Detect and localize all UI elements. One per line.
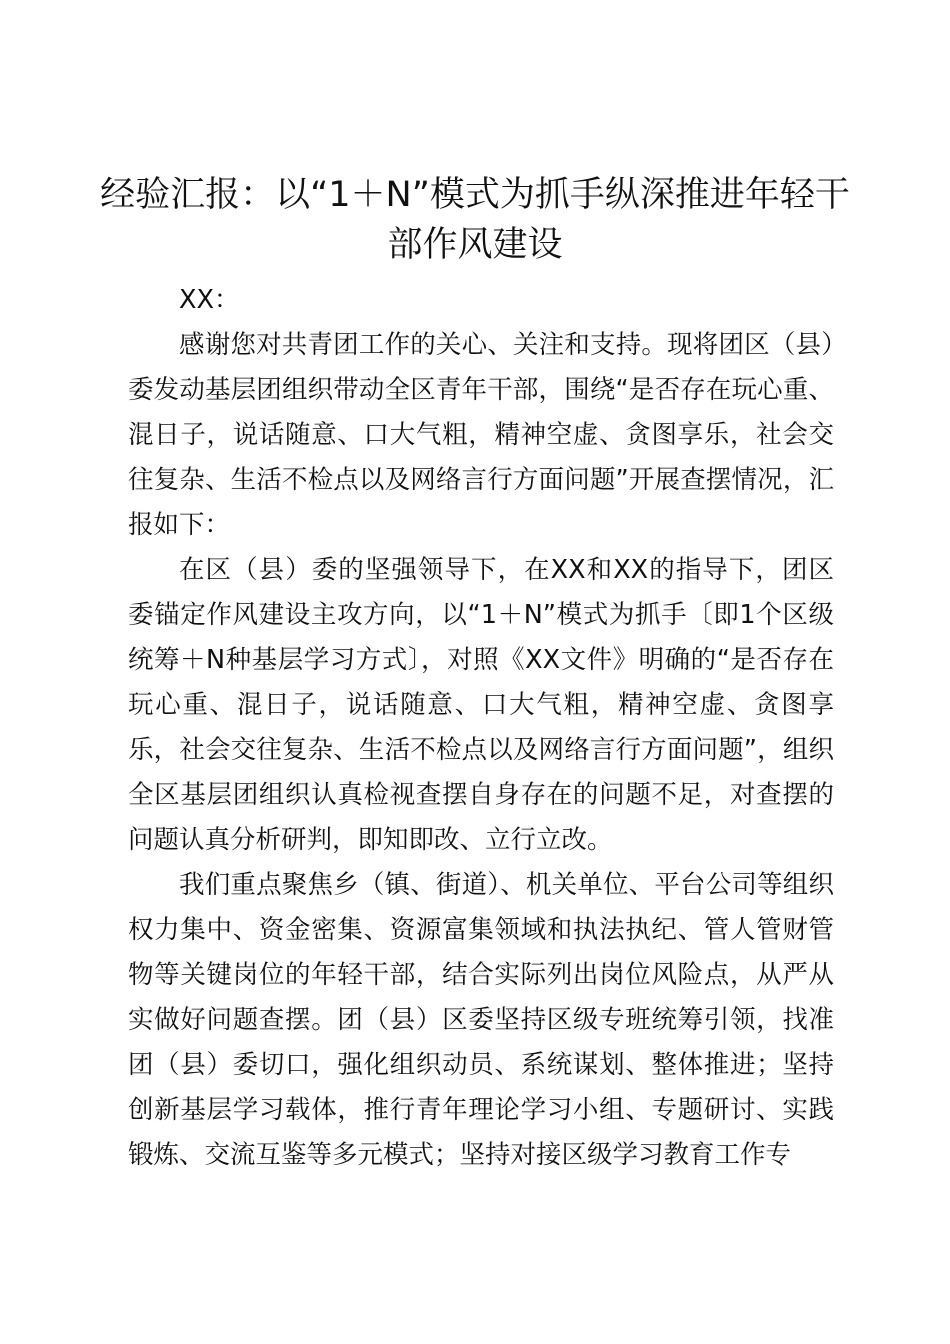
paragraph-intro: 感谢您对共青团工作的关心、关注和支持。现将团区（县）委发动基层团组织带动全区青年干部，围绕“是否存在玩心重、混日子，说话随意、口大气粗，精神空虚、贪图享乐，社会交往复杂、生活不检点以及网络言行方面问题”开展查摆情况，汇报如下： — [128, 330, 834, 540]
paragraph-focus: 我们重点聚焦乡（镇、街道）、机关单位、平台公司等组织权力集中、资金密集、资源富集领域和执法执纪、管人管财管物等关键岗位的年轻干部，结合实际列出岗位风险点，从严从实做好问题查摆。团（县）区委坚持区级专班统筹引领，找准团（县）委切口，强化组织动员、系统谋划、整体推进；坚持创新基层学习载体，推行青年理论学习小组、专题研讨、实践锻炼、交流互鉴等多元模式；坚持对接区级学习教育工作专 — [128, 870, 834, 1170]
document-body — [128, 278, 834, 1178]
salutation: XX： — [179, 285, 240, 315]
paragraph-leadership: 在区（县）委的坚强领导下，在XX和XX的指导下，团区委锚定作风建设主攻方向，以“1＋N”模式为抓手〔即1个区级统筹＋N种基层学习方式〕，对照《XX文件》明确的“是否存在玩心重、混日子，说话随意、口大气粗，精神空虚、贪图享乐，社会交往复杂、生活不检点以及网络言行方面问题”，组织全区基层团组织认真检视查摆自身存在的问题不足，对查摆的问题认真分析研判，即知即改、立行立改。 — [128, 555, 834, 855]
document-title: 经验汇报：以“1＋N”模式为抓手纵深推进年轻干部作风建设 — [100, 175, 850, 265]
